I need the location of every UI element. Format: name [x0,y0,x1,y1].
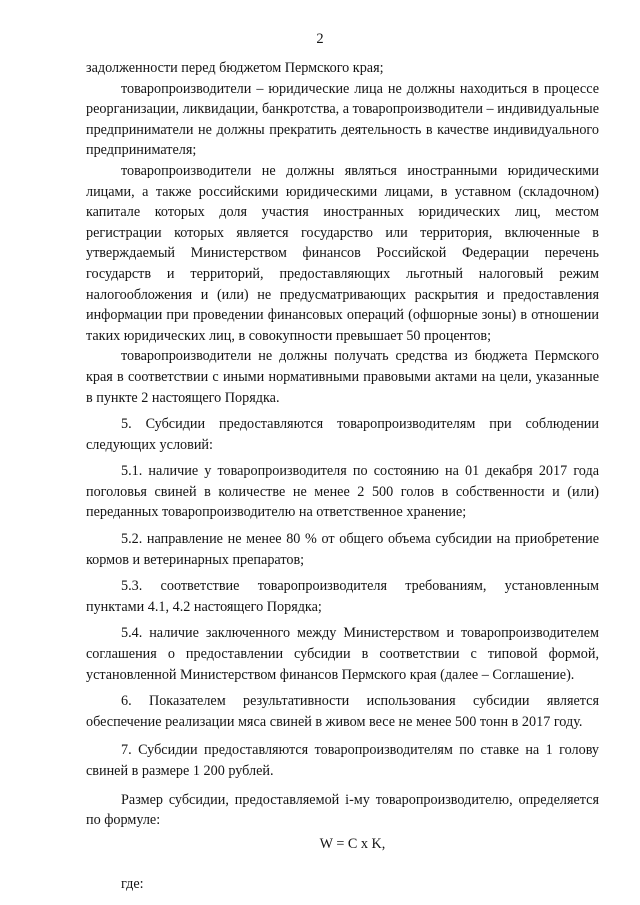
subsidy-formula: W = C x K, [319,835,386,852]
paragraph-item-6: 6. Показателем результативности использования субсидии является обеспечение реализации мяса свиней в живом весе не менее 500 тонн в 2017 году. [86,693,599,730]
paragraph-item-5-3: 5.3. соответствие товаропроизводителя требованиям, установленным пунктами 4.1, 4.2 настоящего Порядка; [86,578,599,615]
paragraph-item-5: 5. Субсидии предоставляются товаропроизводителям при соблюдении следующих условий: [86,416,599,453]
paragraph-item-7: 7. Субсидии предоставляются товаропроизводителям по ставке на 1 голову свиней в размере 1 200 рублей. [86,742,599,779]
paragraph-no-reorganization: товаропроизводители – юридические лица не должны находиться в процессе реорганизации, ликвидации, банкротства, а товаропроизводители – индивидуальные предприниматели не должны прекратить деятельность в качестве индивидуального предпринимателя; [86,80,599,159]
formula-where-label: где: [121,876,144,893]
paragraph-no-foreign-entities: товаропроизводители не должны являться иностранными юридическими лицами, а также российскими юридическими лицами, в уставном (складочном) капитале которых доля участия иностранных юридических лиц, местом регистрации которых является государство или территория, включенные в утверждаемый Министерством финансов Российской Федерации перечень государств и территорий, предоставляющих льготный налоговый режим налогообложения и (или) не предусматривающих раскрытия и предоставления информации при проведении финансовых операций (офшорные зоны) в отношении таких юридических лиц, в совокупности превышает 50 процентов; [86,162,599,344]
page-number: 2 [316,31,324,47]
paragraph-subsidy-size: Размер субсидии, предоставляемой i-му товаропроизводителю, определяется по формуле: [86,791,599,829]
paragraph-no-other-funds: товаропроизводители не должны получать средства из бюджета Пермского края в соответствии с иными нормативными правовыми актами на цели, указанные в пункте 2 настоящего Порядка. [86,348,599,406]
paragraph-item-5-4: 5.4. наличие заключенного между Министерством и товаропроизводителем соглашения о предоставлении субсидии в соответствии с типовой формой, установленной Министерством финансов Пермского края (далее – Соглашение). [86,625,599,683]
paragraph-item-5-2: 5.2. направление не менее 80 % от общего объема субсидии на приобретение кормов и ветеринарных препаратов; [86,531,599,568]
paragraph-debt-clause: задолженности перед бюджетом Пермского края; [86,60,384,76]
document-body [86,58,599,895]
paragraph-item-5-1: 5.1. наличие у товаропроизводителя по состоянию на 01 декабря 2017 года поголовья свиней в количестве не менее 2 500 голов в собственности и (или) переданных товаропроизводителю на ответственное хранение; [86,463,599,521]
